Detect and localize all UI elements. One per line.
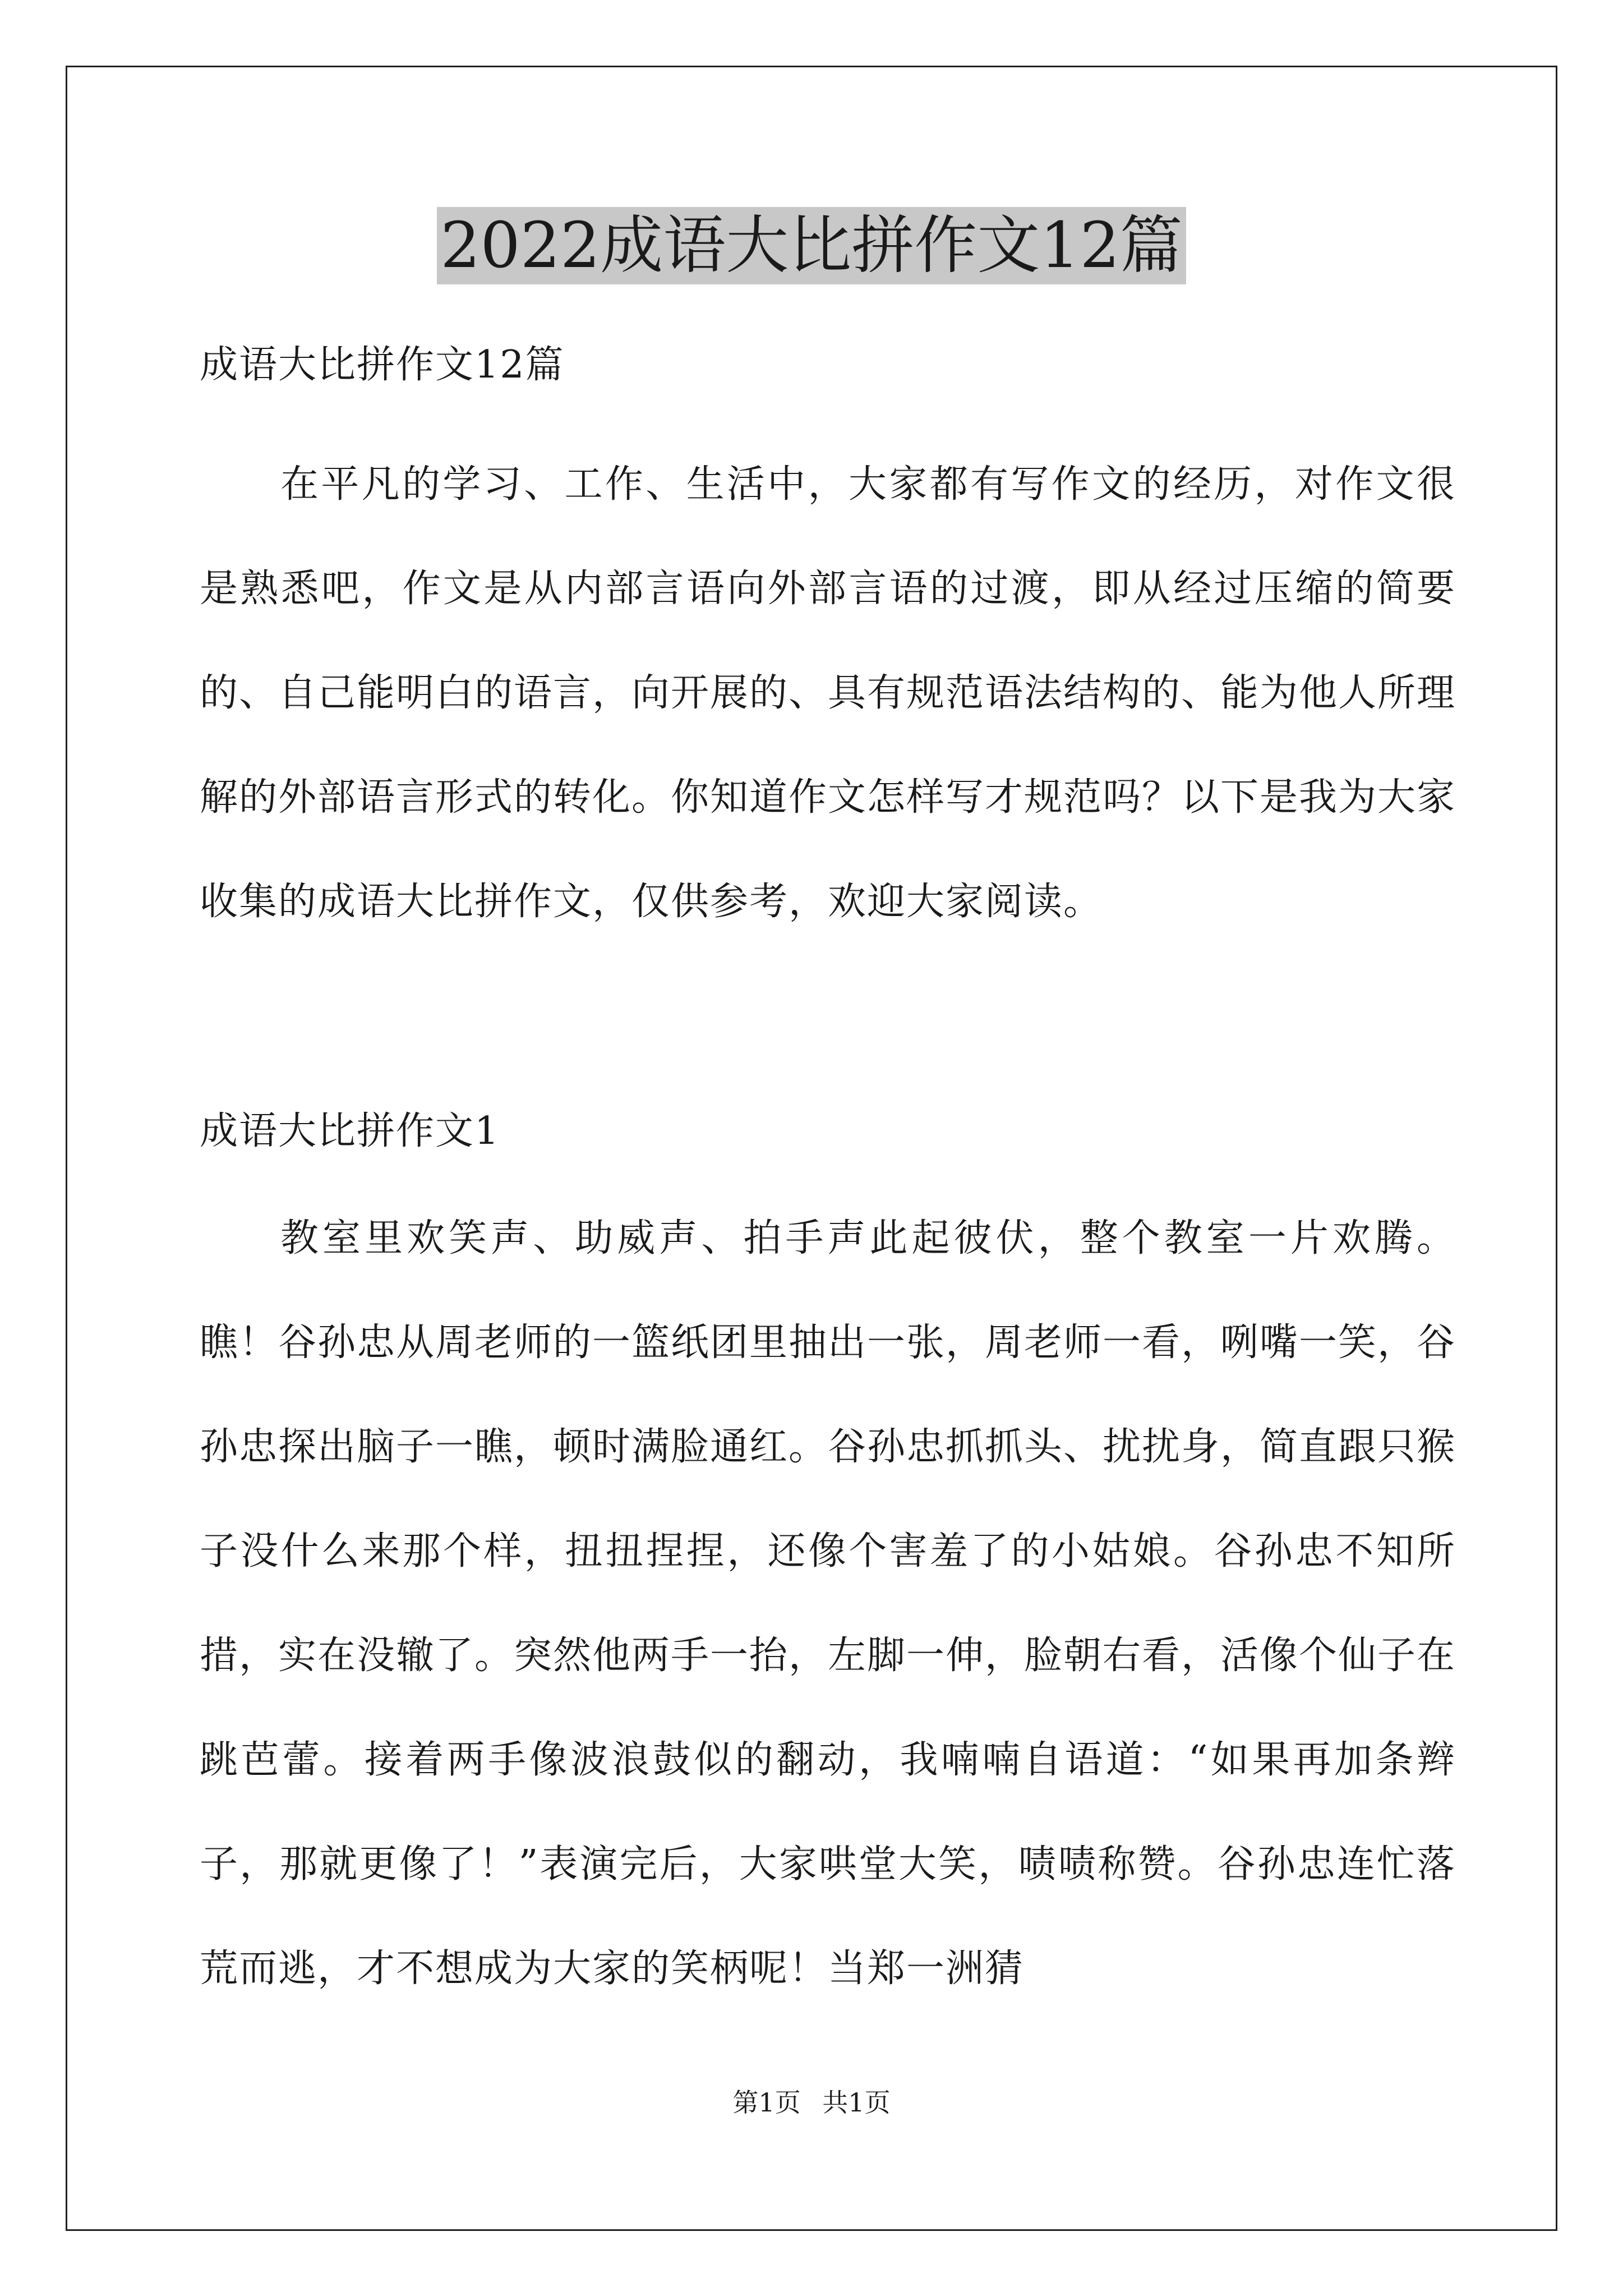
document-title: [0, 206, 1623, 285]
section-paragraph-1: 教室里欢笑声、助威声、拍手声此起彼伏，整个教室一片欢腾。瞧！谷孙忠从周老师的一篮纸团里抽出一张，周老师一看，咧嘴一笑，谷孙忠探出脑子一瞧，顿时满脸通红。谷孙忠抓抓头、扰扰身，简直跟只猴子没什么来那个样，扭扭捏捏，还像个害羞了的小姑娘。谷孙忠不知所措，实在没辙了。突然他两手一抬，左脚一伸，脸朝右看，活像个仙子在跳芭蕾。接着两手像波浪鼓似的翻动，我喃喃自语道：“如果再加条辫子，那就更像了！”表演完后，大家哄堂大笑，啧啧称赞。谷孙忠连忙落荒而逃，才不想成为大家的笑柄呢！当郑一洲猜: [200, 1216, 1456, 1991]
document-title-text: 2022成语大比拼作文12篇: [437, 207, 1186, 284]
page-number-footer: 第1页 共1页: [732, 2087, 891, 2118]
section-heading-1: 成语大比拼作文1: [200, 1109, 500, 1153]
intro-paragraph: 在平凡的学习、工作、生活中，大家都有写作文的经历，对作文很是熟悉吧，作文是从内部言语向外部言语的过渡，即从经过压缩的简要的、自己能明白的语言，向开展的、具有规范语法结构的、能为他人所理解的外部语言形式的转化。你知道作文怎样写才规范吗？以下是我为大家收集的成语大比拼作文，仅供参考，欢迎大家阅读。: [200, 462, 1456, 924]
document-subtitle: 成语大比拼作文12篇: [200, 343, 565, 387]
